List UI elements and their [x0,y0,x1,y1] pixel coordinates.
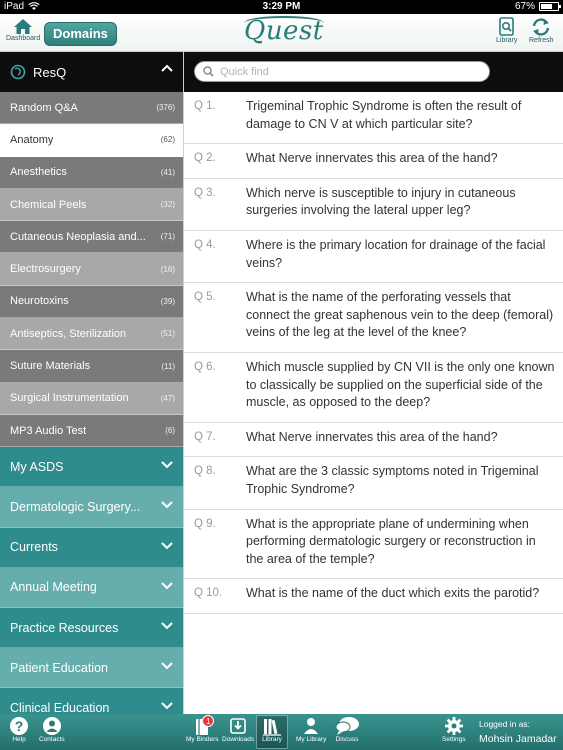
question-number: Q 9. [194,517,216,530]
question-number: Q 1. [194,100,216,112]
settings-tab[interactable] [442,716,466,743]
library-tab-label: Library [262,736,282,743]
refresh-icon [530,17,552,37]
sidebar-category[interactable] [0,350,183,382]
refresh-button[interactable] [529,17,554,44]
downloads-label: Downloads [222,736,255,743]
sidebar-section[interactable] [0,447,183,487]
question-row[interactable] [184,92,563,144]
question-number: Q 8. [194,465,216,478]
sidebar-category-label: Electrosurgery [10,263,81,276]
sidebar-section-label: Annual Meeting [10,580,97,595]
binders-badge: 1 [202,715,214,727]
sidebar-category-label: Surgical Instrumentation [10,392,129,405]
help-icon [9,716,29,736]
chevron-down-icon [161,461,173,469]
sidebar-section[interactable] [0,487,183,527]
sidebar-category-count: (62) [160,135,175,145]
question-number: Q 4. [194,238,216,251]
sidebar-category[interactable] [0,221,183,253]
contacts-icon [42,716,62,736]
sidebar-category[interactable] [0,124,183,156]
user-library-icon [301,716,321,736]
bottom-tab-bar [0,714,563,750]
question-number: Q 10. [194,587,223,600]
sidebar-section-label: Clinical Education [10,700,110,714]
dashboard-label: Dashboard [6,35,41,42]
chevron-up-icon[interactable] [161,64,173,72]
question-text: What Nerve innervates this area of the hand? [246,151,498,166]
question-list [184,92,563,614]
svg-text:?: ? [14,718,24,734]
question-row[interactable] [184,231,563,283]
sidebar-category[interactable] [0,383,183,415]
sidebar-category-count: (47) [160,393,175,403]
home-icon [13,18,33,35]
dashboard-button[interactable] [6,18,40,42]
refresh-label: Refresh [529,37,554,44]
chevron-down-icon [161,622,173,630]
my-binders-label: My Binders [186,736,219,743]
question-text: What is the name of the duct which exits the parotid? [246,586,540,601]
question-number: Q 2. [194,152,216,165]
sidebar-category[interactable] [0,253,183,285]
settings-label: Settings [442,736,466,743]
library-tab[interactable] [256,715,288,749]
contacts-label: Contacts [39,736,65,743]
sidebar-category-label: Antiseptics, Sterilization [10,327,127,340]
resq-logo-icon [10,64,26,80]
question-row[interactable] [184,579,563,614]
question-number: Q 5. [194,291,216,304]
question-text: Which nerve is susceptible to injury in cutaneous surgeries involving the lateral upper leg? [246,185,516,218]
sidebar-category[interactable] [0,318,183,350]
question-row[interactable] [184,353,563,423]
sidebar-category[interactable] [0,92,183,124]
battery-icon [539,2,559,11]
top-navigation [0,14,563,52]
chat-bubble-icon [334,716,360,736]
library-button[interactable] [496,17,517,44]
quest-logo: Quest [244,16,324,46]
chevron-down-icon [161,582,173,590]
sidebar-category-label: MP3 Audio Test [10,424,87,437]
status-bar [0,0,563,14]
device-name: iPad [4,1,25,12]
question-row[interactable] [184,179,563,231]
my-binders-tab[interactable] [186,716,219,743]
my-library-tab[interactable] [296,716,326,743]
gear-icon [444,716,464,736]
help-label: Help [12,736,26,743]
my-library-label: My Library [296,736,327,743]
bookshelf-icon [261,716,283,736]
chevron-down-icon [161,542,173,550]
question-row[interactable] [184,457,563,509]
sidebar-category-label: Anesthetics [10,166,67,179]
sidebar-section-label: My ASDS [10,459,64,474]
search-field[interactable] [194,61,490,82]
help-tab[interactable] [9,716,29,743]
logged-in-label: Logged in as: [479,719,531,729]
question-text: What are the 3 classic symptoms noted in Trigeminal Trophic Syndrome? [246,464,539,496]
resq-header[interactable] [0,52,183,92]
question-text: What Nerve innervates this area of the hand? [246,429,498,444]
status-time: 3:29 PM [262,1,301,12]
sidebar-category-label: Cutaneous Neoplasia and... [10,230,146,243]
chevron-down-icon [161,501,173,509]
sidebar-category-count: (32) [160,200,175,210]
question-number: Q 7. [194,430,216,443]
sidebar-category-label: Anatomy [10,133,54,146]
question-text: Where is the primary location for drainage of the facial veins? [246,237,546,270]
question-row[interactable] [184,510,563,580]
sidebar-category-count: (51) [160,329,175,339]
sidebar-category-count: (16) [160,264,175,274]
sidebar-category-count: (6) [165,426,175,436]
chevron-down-icon [161,702,173,710]
search-input[interactable] [220,66,480,78]
search-icon [203,66,214,77]
sidebar-category[interactable] [0,189,183,221]
search-bar [184,52,563,92]
sidebar-category-label: Suture Materials [10,360,91,373]
sidebar-category[interactable] [0,286,183,318]
sidebar-section[interactable] [0,568,183,608]
question-text: Trigeminal Trophic Syndrome is often the result of damage to CN V at which particular site? [246,99,522,131]
library-search-icon [497,17,517,37]
sidebar-section-label: Dermatologic Surgery... [10,500,141,515]
contacts-tab[interactable] [39,716,65,743]
sidebar-section[interactable] [0,528,183,568]
sidebar-category-count: (41) [160,167,175,177]
question-row[interactable] [184,423,563,458]
sidebar-category-count: (39) [160,296,175,306]
sidebar-category-count: (11) [161,361,175,371]
library-label: Library [496,37,518,44]
main-content [183,52,563,714]
question-number: Q 3. [194,186,216,199]
section-list [0,447,183,714]
sidebar-category-label: Random Q&A [10,101,78,114]
question-number: Q 6. [194,360,216,373]
sidebar-category[interactable] [0,157,183,189]
sidebar-category-label: Chemical Peels [10,198,87,211]
resq-title: ResQ [33,64,67,80]
sidebar-section[interactable] [0,608,183,648]
sidebar-section-label: Currents [10,540,58,555]
sidebar-section[interactable] [0,688,183,714]
category-list [0,92,183,447]
sidebar-section[interactable] [0,648,183,688]
downloads-tab[interactable] [222,716,254,743]
sidebar-category[interactable] [0,415,183,447]
question-text: What is the name of the perforating vessels that connect the great saphenous vein to the deep (femoral) veins of the leg at the level of the knee? [246,290,554,340]
discuss-label: Discuss [335,736,359,743]
question-text: Which muscle supplied by CN VII is the only one known to classically be supplied on the superficial side of the muscle, as opposed to the deep? [246,359,555,410]
question-row[interactable] [184,144,563,179]
sidebar [0,52,183,714]
sidebar-section-label: Practice Resources [10,620,119,635]
chevron-down-icon [161,662,173,670]
sidebar-section-label: Patient Education [10,660,108,675]
domains-button[interactable]: Domains [44,22,117,46]
login-info [479,719,557,745]
battery-percent: 67% [514,1,535,12]
sidebar-category-count: (71) [160,232,175,242]
sidebar-category-count: (376) [156,103,175,113]
sidebar-category-label: Neurotoxins [10,295,69,308]
user-name: Mohsin Jamadar [479,733,557,745]
discuss-tab[interactable] [334,716,360,743]
download-icon [228,716,248,736]
question-row[interactable] [184,283,563,353]
question-text: What is the appropriate plane of undermining when performing dermatologic surgery or reconstruction in the area of the temple? [246,516,536,566]
